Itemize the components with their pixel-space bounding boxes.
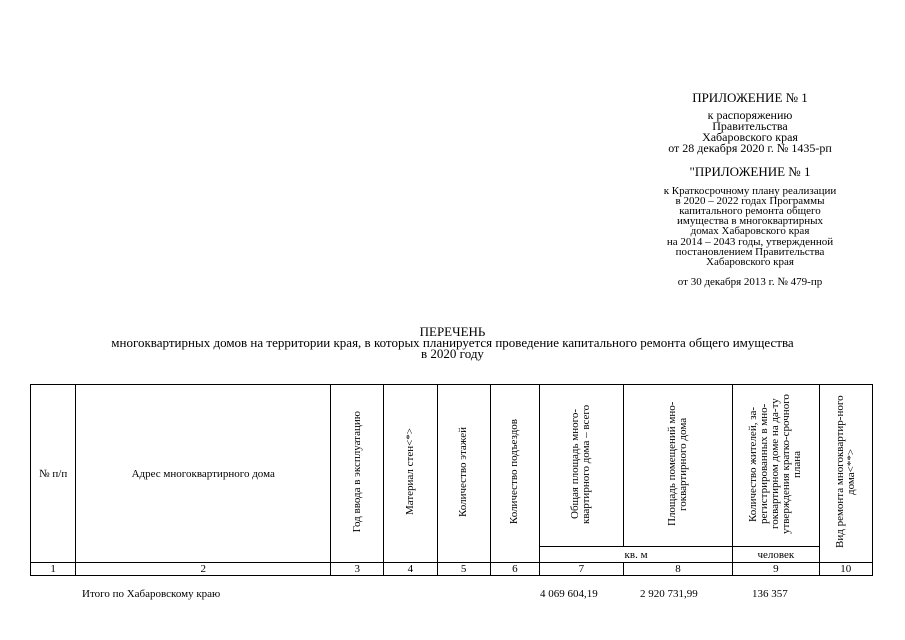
appendix-sub-date: от 30 декабря 2013 г. № 479-пр [677, 276, 823, 288]
header-year: Год ввода в эксплуатацию [331, 385, 384, 563]
header-entrances: Количество подъездов [490, 385, 539, 563]
col-number: 5 [437, 563, 490, 576]
col-number: 8 [623, 563, 732, 576]
document-year: в 2020 году [421, 346, 484, 361]
col-number: 4 [384, 563, 437, 576]
col-number: 3 [331, 563, 384, 576]
appendix-sub: Хабаровского края [706, 256, 794, 268]
header-residents: Количество жителей, за-регистрированных в мно-гоквартирном доме на да-ту утверждения кратко-срочного плана [733, 385, 819, 547]
header-premises-area: Площадь помещений мно-гоквартирного дома [623, 385, 732, 547]
document-title: ПЕРЕЧЕНЬ [419, 324, 486, 339]
col-number: 7 [539, 563, 623, 576]
header-material: Материал стен<*> [384, 385, 437, 563]
total-area-value: 4 069 604,19 [540, 588, 598, 600]
appendix-line: Правительства [712, 119, 788, 133]
unit-area: кв. м [539, 547, 732, 563]
total-label: Итого по Хабаровскому краю [82, 588, 221, 600]
header-repair-type: Вид ремонта многоквартир-ного дома<**> [819, 385, 872, 563]
col-number: 2 [76, 563, 331, 576]
appendix-sub: в 2020 – 2022 годах Программы [675, 195, 825, 207]
unit-people: человек [733, 547, 819, 563]
col-number: 10 [819, 563, 872, 576]
header-total-area: Общая площадь много-квартирного дома – всего [539, 385, 623, 547]
header-row [31, 385, 873, 547]
col-number: 6 [490, 563, 539, 576]
appendix-date: от 28 декабря 2020 г. № 1435-рп [668, 141, 832, 155]
appendix-line: к распоряжению [707, 108, 793, 122]
document-subtitle: многоквартирных домов на территории края, в которых планируется проведение капитального ремонта общего имущества [111, 335, 794, 350]
appendix-line: Хабаровского края [702, 130, 798, 144]
column-numbers-row [31, 563, 873, 576]
premises-area-value: 2 920 731,99 [640, 588, 698, 600]
residents-value: 136 357 [752, 588, 788, 600]
col-number: 1 [31, 563, 76, 576]
appendix-title: ПРИЛОЖЕНИЕ № 1 [692, 90, 808, 105]
appendix-sub: к Краткосрочному плану реализации [663, 185, 837, 197]
houses-table [30, 384, 873, 576]
appendix-sub: капитального ремонта общего [679, 205, 821, 217]
appendix-sub: домах Хабаровского края [690, 225, 810, 237]
appendix-sub: имущества в многоквартирных [677, 215, 823, 227]
col-number: 9 [733, 563, 819, 576]
document-title-block [0, 326, 905, 359]
header-address: Адрес многоквартирного дома [76, 385, 331, 563]
appendix-sub: постановлением Правительства [675, 246, 825, 258]
appendix-title-2: "ПРИЛОЖЕНИЕ № 1 [689, 164, 811, 179]
appendix-sub: на 2014 – 2043 годы, утвержденной [666, 236, 834, 248]
header-floors: Количество этажей [437, 385, 490, 563]
header-num: № п/п [31, 385, 76, 563]
